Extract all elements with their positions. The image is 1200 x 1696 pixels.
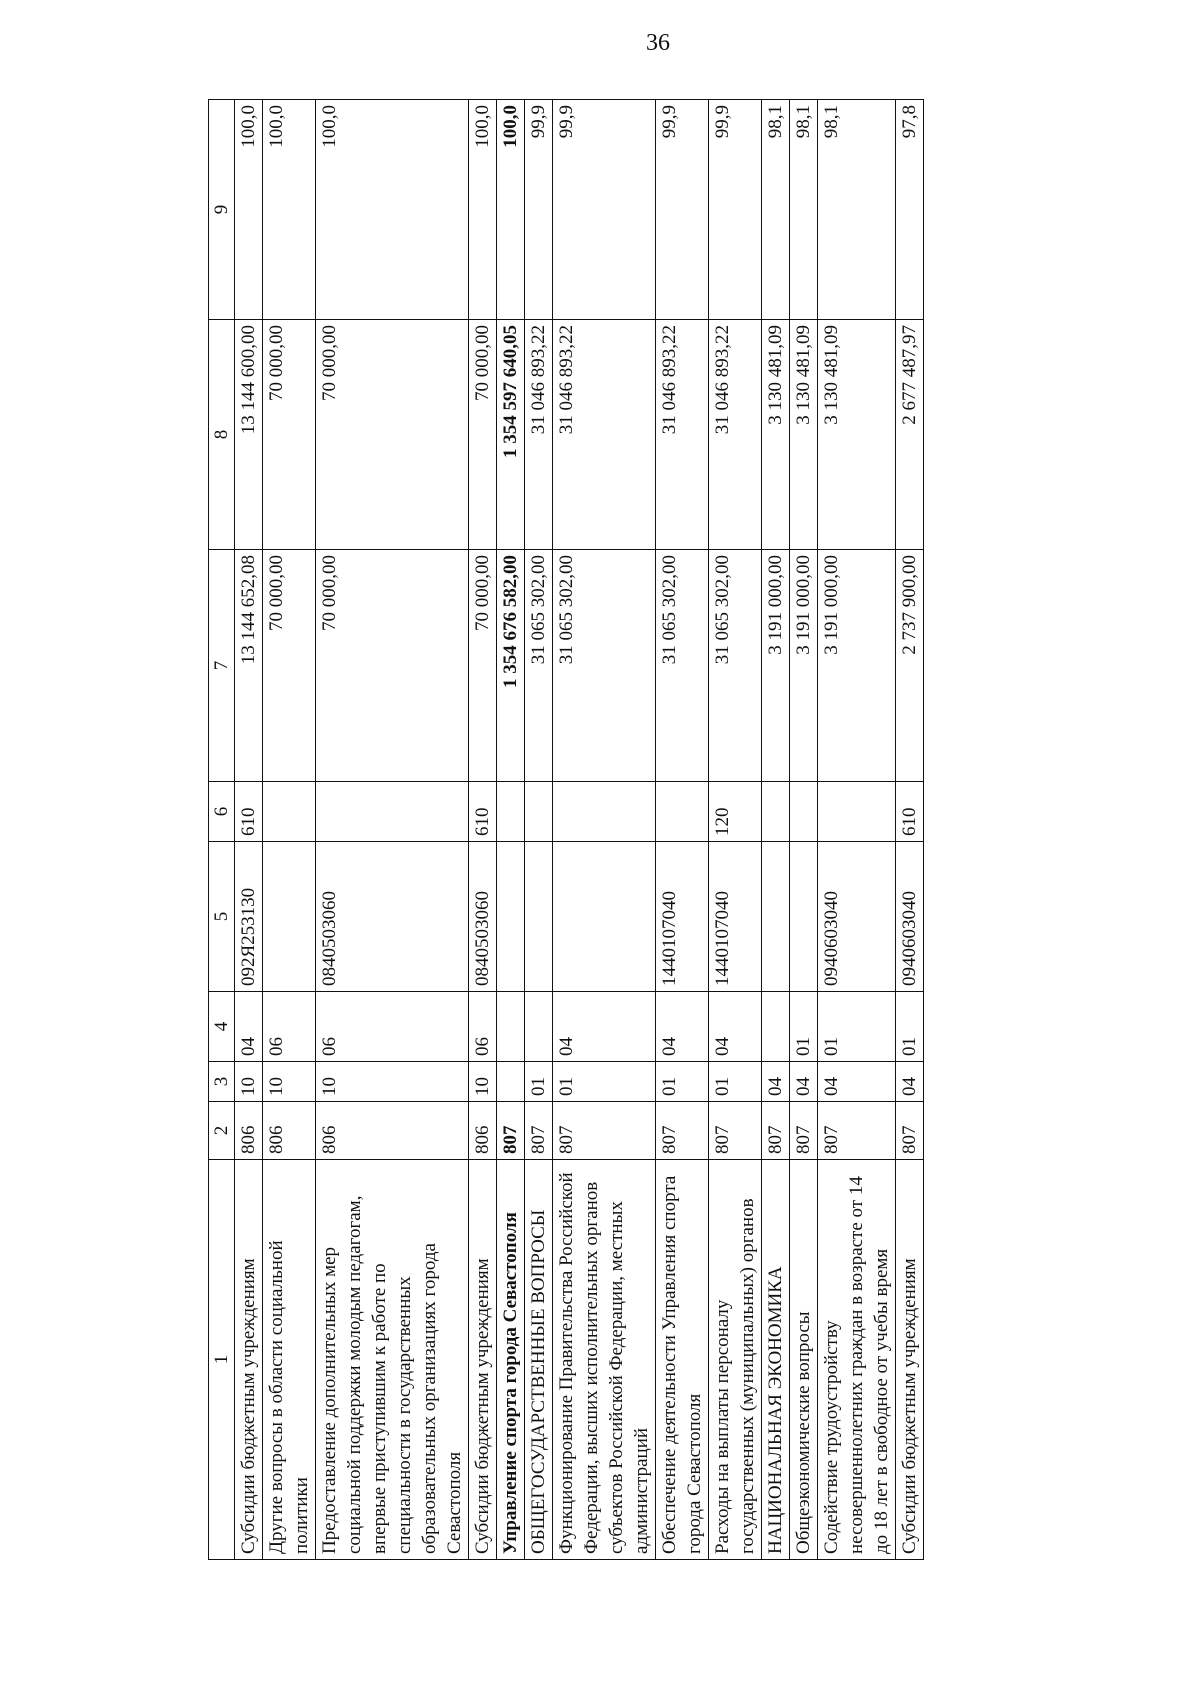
cell-ministry-code: 807 [525,1102,553,1160]
cell-target-article: 0940603040 [818,842,896,992]
cell-subsection: 06 [263,992,316,1062]
cell-planned-amount: 3 191 000,00 [790,550,818,782]
cell-ministry-code: 807 [656,1102,709,1160]
header-cell: 3 [209,1062,235,1102]
table-row [656,100,709,1560]
cell-section: 10 [469,1062,497,1102]
cell-description: Управление спорта города Севастополя [497,1160,525,1560]
cell-executed-amount: 70 000,00 [469,320,497,550]
cell-subsection [762,992,790,1062]
cell-planned-amount: 70 000,00 [469,550,497,782]
header-cell: 7 [209,550,235,782]
cell-description: Функционирование Правительства Российской Федерации, высших исполнительных органов субъектов Российской Федерации, местных администраций [553,1160,656,1560]
cell-execution-percent: 98,1 [818,100,896,320]
cell-target-article: 1440107040 [709,842,762,992]
cell-section: 01 [656,1062,709,1102]
cell-description: Предоставление дополнительных мер социальной поддержки молодым педагогам, впервые приступившим к работе по специальности в государственных образовательных организациях города Севастополя [316,1160,469,1560]
cell-target-article: 0840503060 [316,842,469,992]
cell-subsection: 04 [656,992,709,1062]
cell-expense-type [497,782,525,842]
table-row [469,100,497,1560]
cell-expense-type: 120 [709,782,762,842]
cell-execution-percent: 100,0 [497,100,525,320]
cell-planned-amount: 3 191 000,00 [762,550,790,782]
cell-description: Другие вопросы в области социальной политики [263,1160,316,1560]
cell-ministry-code: 806 [263,1102,316,1160]
header-cell: 9 [209,100,235,320]
cell-target-article: 1440107040 [656,842,709,992]
cell-expense-type [818,782,896,842]
cell-section [497,1062,525,1102]
header-cell: 2 [209,1102,235,1160]
cell-expense-type [553,782,656,842]
cell-execution-percent: 100,0 [316,100,469,320]
cell-ministry-code: 807 [818,1102,896,1160]
header-cell: 8 [209,320,235,550]
cell-planned-amount: 13 144 652,08 [235,550,263,782]
header-cell: 5 [209,842,235,992]
cell-description: Расходы на выплаты персоналу государственных (муниципальных) органов [709,1160,762,1560]
cell-ministry-code: 806 [235,1102,263,1160]
cell-section: 04 [790,1062,818,1102]
cell-executed-amount: 3 130 481,09 [818,320,896,550]
cell-section: 04 [762,1062,790,1102]
cell-execution-percent: 99,9 [656,100,709,320]
cell-ministry-code: 807 [709,1102,762,1160]
header-row [209,100,235,1560]
cell-executed-amount: 31 046 893,22 [656,320,709,550]
cell-ministry-code: 807 [896,1102,924,1160]
cell-subsection: 06 [316,992,469,1062]
cell-expense-type [316,782,469,842]
cell-expense-type: 610 [235,782,263,842]
table-row [553,100,656,1560]
cell-execution-percent: 98,1 [762,100,790,320]
cell-planned-amount: 1 354 676 582,00 [497,550,525,782]
cell-expense-type: 610 [896,782,924,842]
cell-section: 04 [896,1062,924,1102]
table-row [263,100,316,1560]
cell-description: Субсидии бюджетным учреждениям [896,1160,924,1560]
table-row [235,100,263,1560]
cell-subsection: 06 [469,992,497,1062]
cell-execution-percent: 98,1 [790,100,818,320]
table-row [709,100,762,1560]
header-cell: 6 [209,782,235,842]
cell-target-article [525,842,553,992]
table-row [896,100,924,1560]
cell-section: 10 [235,1062,263,1102]
header-cell: 1 [209,1160,235,1560]
cell-execution-percent: 100,0 [263,100,316,320]
cell-ministry-code: 807 [762,1102,790,1160]
cell-section: 01 [525,1062,553,1102]
cell-section: 10 [316,1062,469,1102]
cell-executed-amount: 3 130 481,09 [790,320,818,550]
cell-subsection: 04 [553,992,656,1062]
cell-planned-amount: 31 065 302,00 [656,550,709,782]
cell-description: Общеэкономические вопросы [790,1160,818,1560]
budget-table [208,99,924,1560]
cell-planned-amount: 31 065 302,00 [553,550,656,782]
cell-execution-percent: 99,9 [709,100,762,320]
cell-expense-type [525,782,553,842]
cell-ministry-code: 807 [553,1102,656,1160]
budget-table-container [208,100,1128,1560]
page-number: 36 [646,30,670,56]
cell-section: 01 [553,1062,656,1102]
table-row [525,100,553,1560]
cell-description: ОБЩЕГОСУДАРСТВЕННЫЕ ВОПРОСЫ [525,1160,553,1560]
table-row [818,100,896,1560]
cell-target-article: 0940603040 [896,842,924,992]
cell-description: Субсидии бюджетным учреждениям [235,1160,263,1560]
cell-section: 01 [709,1062,762,1102]
cell-executed-amount: 70 000,00 [263,320,316,550]
table-row [316,100,469,1560]
cell-target-article [263,842,316,992]
cell-target-article: 092Я253130 [235,842,263,992]
cell-execution-percent: 99,9 [553,100,656,320]
table-row [790,100,818,1560]
header-cell: 4 [209,992,235,1062]
cell-target-article: 0840503060 [469,842,497,992]
cell-expense-type [263,782,316,842]
cell-subsection: 04 [709,992,762,1062]
cell-executed-amount: 2 677 487,97 [896,320,924,550]
cell-description: Обеспечение деятельности Управления спорта города Севастополя [656,1160,709,1560]
cell-expense-type [790,782,818,842]
cell-executed-amount: 31 046 893,22 [553,320,656,550]
cell-target-article [762,842,790,992]
cell-description: НАЦИОНАЛЬНАЯ ЭКОНОМИКА [762,1160,790,1560]
cell-expense-type [762,782,790,842]
cell-executed-amount: 1 354 597 640,05 [497,320,525,550]
cell-expense-type: 610 [469,782,497,842]
cell-target-article [553,842,656,992]
cell-executed-amount: 31 046 893,22 [525,320,553,550]
cell-executed-amount: 70 000,00 [316,320,469,550]
cell-target-article [497,842,525,992]
cell-description: Субсидии бюджетным учреждениям [469,1160,497,1560]
cell-execution-percent: 100,0 [469,100,497,320]
table-row [497,100,525,1560]
cell-executed-amount: 13 144 600,00 [235,320,263,550]
cell-executed-amount: 3 130 481,09 [762,320,790,550]
cell-section: 04 [818,1062,896,1102]
cell-ministry-code: 807 [497,1102,525,1160]
cell-planned-amount: 2 737 900,00 [896,550,924,782]
cell-planned-amount: 70 000,00 [316,550,469,782]
cell-ministry-code: 806 [469,1102,497,1160]
cell-description: Содействие трудоустройству несовершеннолетних граждан в возрасте от 14 до 18 лет в свободное от учебы время [818,1160,896,1560]
cell-subsection: 01 [790,992,818,1062]
cell-execution-percent: 99,9 [525,100,553,320]
cell-planned-amount: 31 065 302,00 [709,550,762,782]
cell-subsection: 04 [235,992,263,1062]
cell-subsection [497,992,525,1062]
cell-planned-amount: 3 191 000,00 [818,550,896,782]
cell-expense-type [656,782,709,842]
cell-ministry-code: 806 [316,1102,469,1160]
table-body [235,100,924,1560]
cell-execution-percent: 97,8 [896,100,924,320]
cell-section: 10 [263,1062,316,1102]
cell-subsection: 01 [818,992,896,1062]
cell-executed-amount: 31 046 893,22 [709,320,762,550]
cell-subsection [525,992,553,1062]
cell-target-article [790,842,818,992]
cell-ministry-code: 807 [790,1102,818,1160]
cell-planned-amount: 31 065 302,00 [525,550,553,782]
table-row [762,100,790,1560]
cell-execution-percent: 100,0 [235,100,263,320]
cell-subsection: 01 [896,992,924,1062]
cell-planned-amount: 70 000,00 [263,550,316,782]
